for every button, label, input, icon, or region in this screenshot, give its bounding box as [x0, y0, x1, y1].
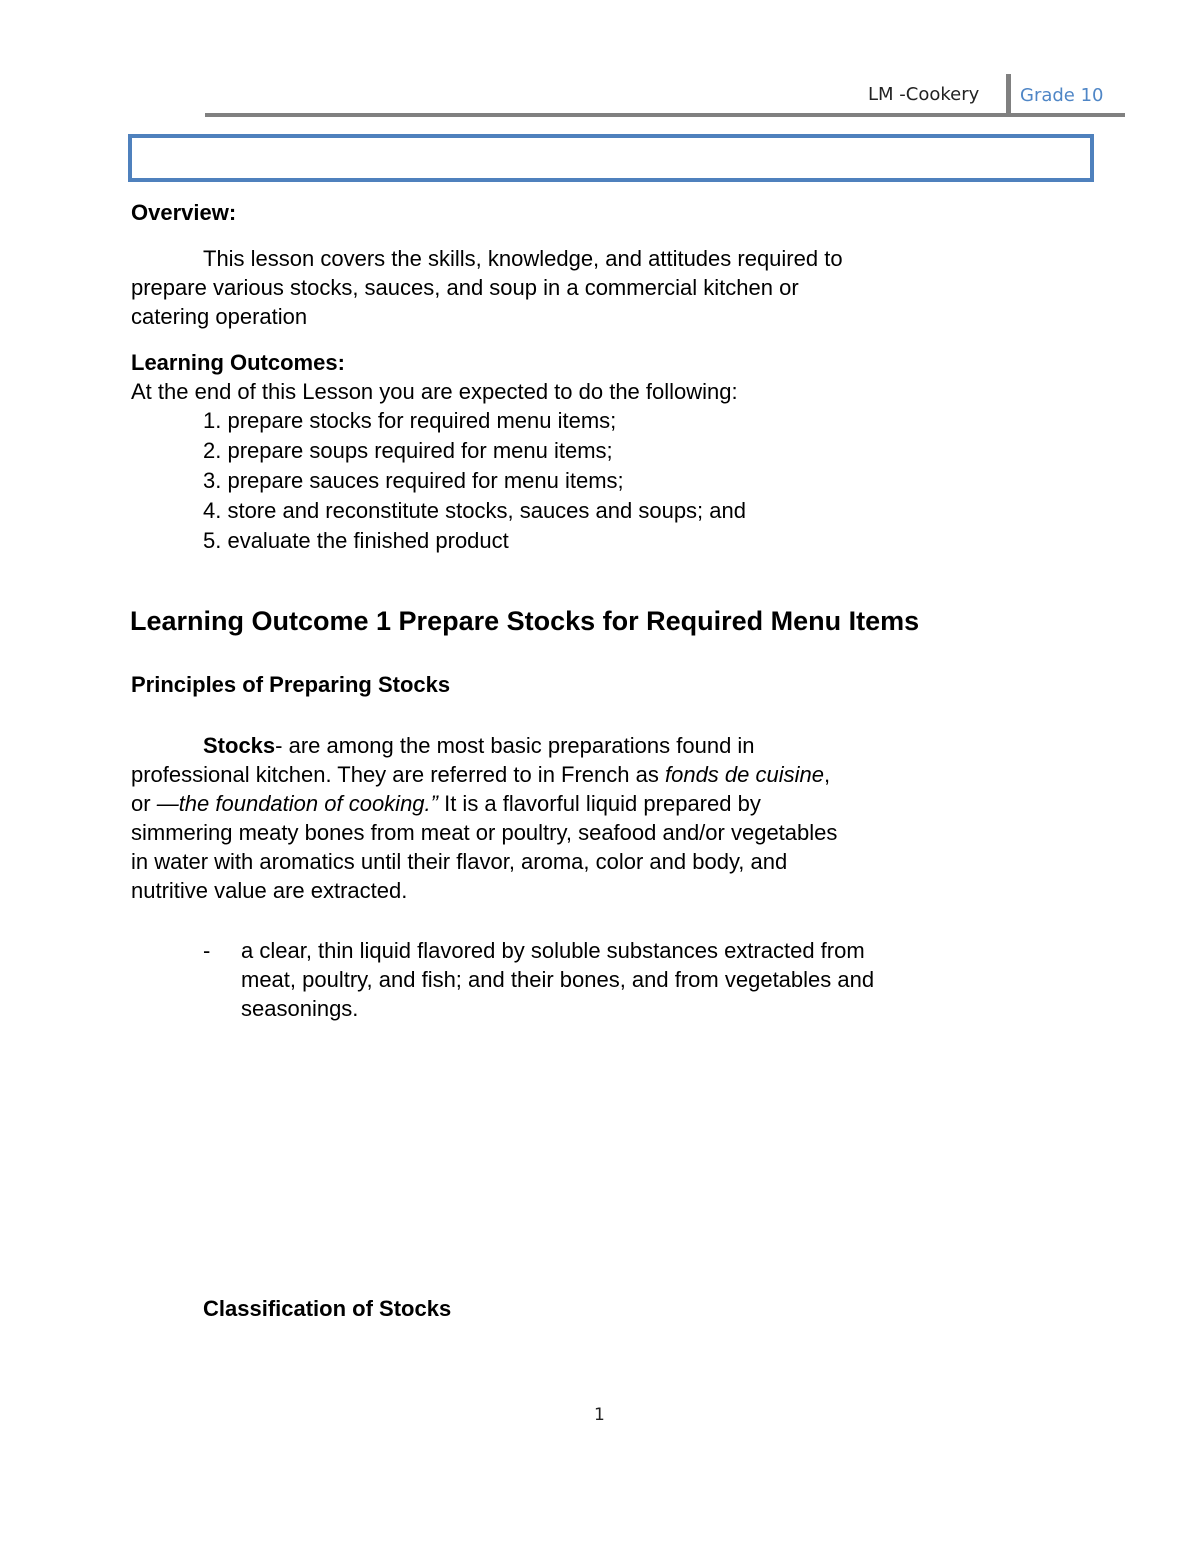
overview-line-2: prepare various stocks, sauces, and soup in a commercial kitchen or	[131, 275, 799, 300]
stocks-line-4: simmering meaty bones from meat or poultry, seafood and/or vegetables	[131, 820, 838, 845]
bullet-line-1: a clear, thin liquid flavored by soluble substances extracted from	[241, 938, 865, 963]
header-title: LM -Cookery	[868, 84, 980, 105]
page-number: 1	[594, 1405, 605, 1425]
classification-heading: Classification of Stocks	[203, 1296, 452, 1321]
overview-line-1: This lesson covers the skills, knowledge, and attitudes required to	[203, 246, 843, 271]
overview-line-3: catering operation	[131, 304, 308, 329]
learning-outcomes-heading: Learning Outcomes:	[131, 350, 345, 375]
bullet-marker: -	[203, 938, 211, 963]
lesson-title-box	[128, 134, 1094, 182]
outcome-item-1: 1. prepare stocks for required menu items;	[203, 408, 617, 433]
section-subheading: Principles of Preparing Stocks	[131, 672, 451, 697]
stocks-line-1-text: - are among the most basic preparations found in	[275, 733, 755, 758]
outcome-item-3: 3. prepare sauces required for menu items;	[203, 468, 624, 493]
bullet-line-2: meat, poultry, and fish; and their bones, and from vegetables and	[241, 967, 875, 992]
stocks-line-3-start: or	[131, 791, 157, 816]
stocks-line-2-text: professional kitchen. They are referred to in French as	[131, 762, 665, 787]
header-rule	[205, 113, 1125, 117]
stocks-line-2	[131, 760, 830, 789]
outcome-item-2: 2. prepare soups required for menu items;	[203, 438, 613, 463]
stocks-line-3	[131, 789, 761, 818]
outcome-item-4: 4. store and reconstitute stocks, sauces and soups; and	[203, 498, 746, 523]
stocks-line-5: in water with aromatics until their flavor, aroma, color and body, and	[131, 849, 788, 874]
french-term: fonds de cuisine	[664, 762, 824, 787]
learning-outcomes-intro: At the end of this Lesson you are expected to do the following:	[131, 379, 738, 404]
bullet-line-3: seasonings.	[241, 996, 359, 1021]
header-divider	[1006, 74, 1011, 116]
section-heading: Learning Outcome 1 Prepare Stocks for Required Menu Items	[130, 606, 920, 636]
outcome-item-5: 5. evaluate the finished product	[203, 528, 509, 553]
stocks-line-1	[203, 731, 755, 760]
header-grade: Grade 10	[1020, 85, 1104, 106]
stocks-term: Stocks	[203, 733, 276, 758]
stocks-line-2-end: ,	[823, 762, 831, 787]
stocks-line-3-text: It is a flavorful liquid prepared by	[437, 791, 761, 816]
overview-heading: Overview:	[131, 200, 237, 225]
foundation-quote: —the foundation of cooking.”	[156, 791, 438, 816]
stocks-line-6: nutritive value are extracted.	[131, 878, 408, 903]
